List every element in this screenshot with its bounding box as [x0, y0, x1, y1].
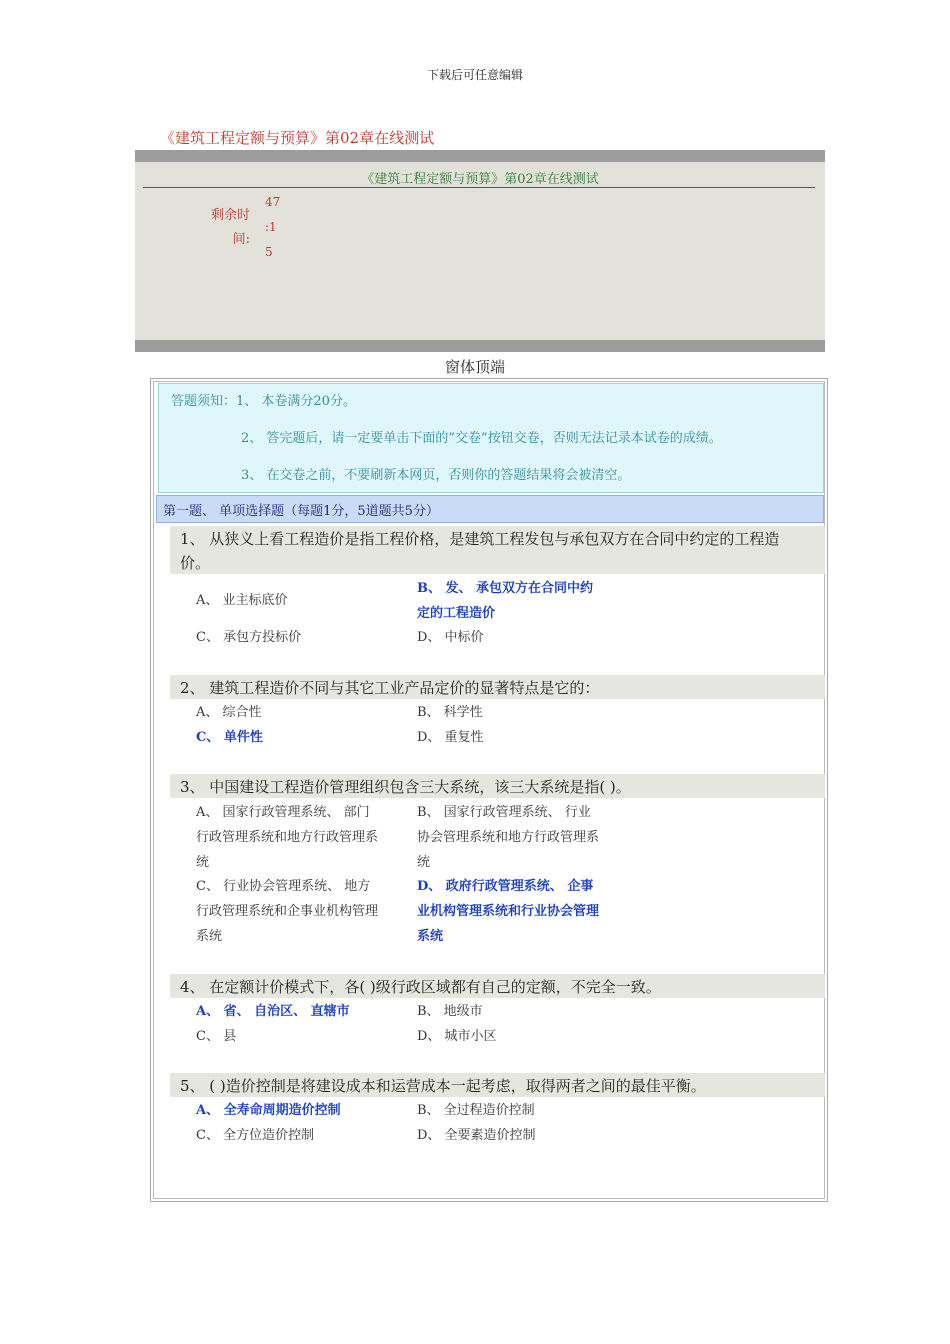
notice-line-1: 答题须知：1、 本卷满分20分。 — [171, 394, 356, 409]
question-5-option-d[interactable]: D、 全要素造价控制 — [417, 1128, 536, 1143]
question-3-option-b[interactable] — [417, 800, 599, 875]
question-5-option-a[interactable]: A、 全寿命周期造价控制 — [196, 1103, 341, 1118]
question-2-option-c[interactable]: C、 单件性 — [196, 730, 263, 745]
question-4-stem — [170, 974, 825, 998]
section-header — [156, 495, 824, 523]
question-3-option-b-line1: B、 国家行政管理系统、 行业 — [417, 805, 591, 820]
question-1-option-b-line1: B、 发、 承包双方在合同中约 — [417, 581, 594, 596]
timer-value-line3: 5 — [265, 245, 273, 259]
timer-value-line1: 47 — [265, 195, 281, 209]
question-3-text: 3、 中国建设工程造价管理组织包含三大系统，该三大系统是指( )。 — [180, 778, 631, 796]
question-4-option-c[interactable]: C、 县 — [196, 1029, 237, 1044]
question-1-option-c[interactable]: C、 承包方投标价 — [196, 630, 302, 645]
question-3-option-a[interactable] — [196, 800, 378, 875]
question-3-option-c-line1: C、 行业协会管理系统、 地方 — [196, 879, 371, 894]
question-2-stem — [170, 675, 825, 699]
question-3-option-d-line1: D、 政府行政管理系统、 企事 — [417, 879, 594, 894]
question-3-option-c-line2: 行政管理系统和企事业机构管理 — [196, 904, 379, 919]
question-5-option-c[interactable]: C、 全方位造价控制 — [196, 1128, 315, 1143]
panel-title: 《建筑工程定额与预算》第02章在线测试 — [361, 172, 599, 187]
section-title: 第一题、 单项选择题（每题1分，5道题共5分） — [163, 504, 439, 519]
question-1-option-b[interactable] — [417, 576, 593, 626]
question-3-option-b-line2: 协会管理系统和地方行政管理系 — [417, 830, 600, 845]
timer-label — [190, 204, 250, 252]
question-3-option-c-line3: 系统 — [196, 929, 223, 944]
header-note: 下载后可任意编辑 — [426, 68, 523, 82]
question-1-option-a[interactable]: A、 业主标底价 — [196, 593, 288, 608]
question-3-option-d-line2: 业机构管理系统和行业协会管理 — [417, 904, 600, 919]
question-2-option-a[interactable]: A、 综合性 — [196, 705, 262, 720]
question-2-option-b[interactable]: B、 科学性 — [417, 705, 483, 720]
panel-divider — [143, 187, 815, 188]
question-1-option-b-line2: 定的工程造价 — [417, 606, 496, 621]
panel-top-band — [135, 150, 825, 162]
question-3-stem — [170, 774, 825, 798]
timer-label-line1: 剩余时 — [210, 208, 250, 223]
test-info-panel — [135, 150, 825, 352]
timer-value — [265, 190, 280, 265]
question-1-stem — [170, 526, 825, 574]
question-3-option-c[interactable] — [196, 874, 378, 949]
question-3-option-a-line1: A、 国家行政管理系统、 部门 — [196, 805, 370, 820]
question-1-text-line2: 价。 — [180, 554, 211, 572]
question-4-option-b[interactable]: B、 地级市 — [417, 1004, 483, 1019]
question-4-option-a[interactable]: A、 省、 自治区、 直辖市 — [196, 1004, 350, 1019]
question-1-option-d[interactable]: D、 中标价 — [417, 630, 484, 645]
question-3-option-d-line3: 系统 — [417, 929, 444, 944]
question-5-option-b[interactable]: B、 全过程造价控制 — [417, 1103, 535, 1118]
question-4-option-d[interactable]: D、 城市小区 — [417, 1029, 497, 1044]
timer-label-line2: 间: — [232, 232, 250, 247]
question-3-option-a-line2: 行政管理系统和地方行政管理系 — [196, 830, 379, 845]
panel-bottom-band — [135, 340, 825, 352]
notice-line-2: 2、 答完题后，请一定要单击下面的”交卷”按钮交卷，否则无法记录本试卷的成绩。 — [241, 431, 722, 446]
question-4-text: 4、 在定额计价模式下，各( )级行政区域都有自己的定额，不完全一致。 — [180, 978, 661, 996]
question-3-option-d[interactable] — [417, 874, 599, 949]
question-3-option-a-line3: 统 — [196, 855, 210, 870]
notice-line-3: 3、 在交卷之前，不要刷新本网页，否则你的答题结果将会被清空。 — [241, 468, 631, 483]
question-5-stem — [170, 1073, 825, 1097]
document-title: 《建筑工程定额与预算》第02章在线测试 — [160, 129, 435, 147]
timer-value-line2: :1 — [265, 220, 277, 234]
question-3-option-b-line3: 统 — [417, 855, 431, 870]
answer-notice — [158, 383, 824, 493]
question-5-text: 5、 ( )造价控制是将建设成本和运营成本一起考虑，取得两者之间的最佳平衡。 — [180, 1077, 706, 1095]
question-1-text-line1: 1、 从狭义上看工程造价是指工程价格，是建筑工程发包与承包双方在合同中约定的工程造 — [180, 530, 780, 548]
question-2-option-d[interactable]: D、 重复性 — [417, 730, 484, 745]
question-2-text: 2、 建筑工程造价不同与其它工业产品定价的显著特点是它的： — [180, 679, 600, 697]
form-top-label: 窗体顶端 — [444, 358, 505, 376]
